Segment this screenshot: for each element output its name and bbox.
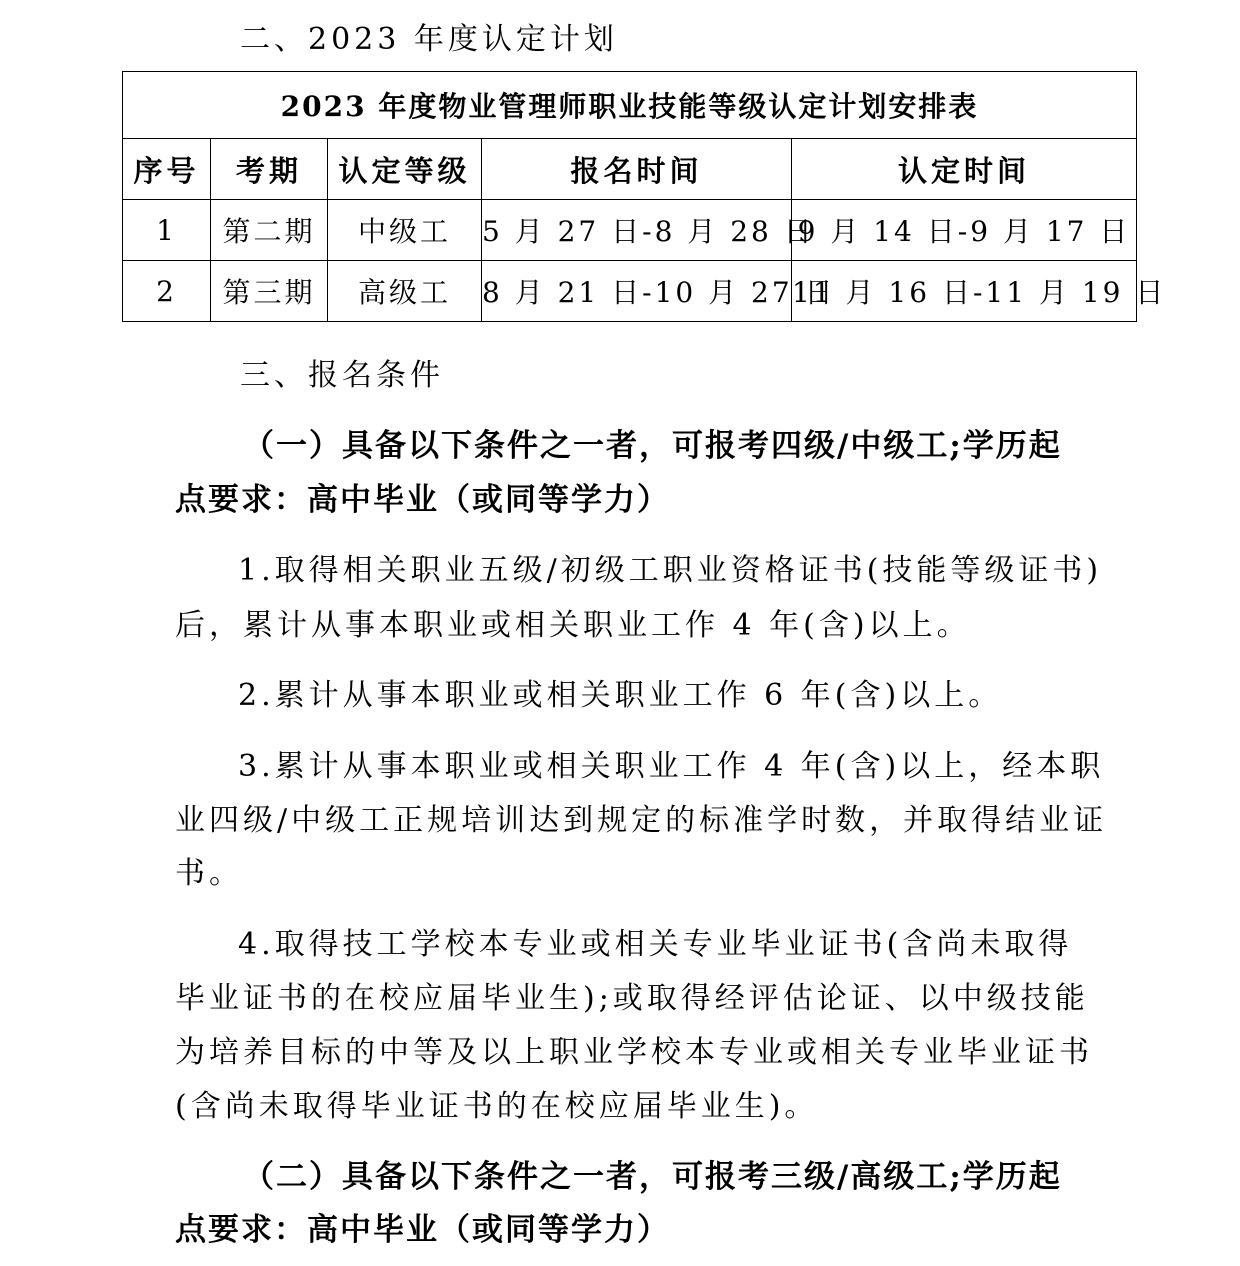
item-4-line-2: 毕业证书的在校应届毕业生);或取得经评估论证、以中级技能 [175, 981, 1089, 1016]
table-header-row [123, 139, 1137, 200]
item-3-line-2: 业四级/中级工正规培训达到规定的标准学时数，并取得结业证 [175, 803, 1108, 838]
cell-period: 第三期 [211, 261, 328, 322]
cell-signup-time: 5 月 27 日-8 月 28 日 [482, 200, 792, 261]
header-signup-time: 报名时间 [482, 139, 792, 200]
section-heading-conditions: 三、报名条件 [240, 358, 444, 393]
condition-one-line-2: 点要求：高中毕业（或同等学力） [175, 482, 670, 518]
cell-seq: 2 [123, 261, 211, 322]
item-4-line-3: 为培养目标的中等及以上职业学校本专业或相关专业毕业证书 [175, 1035, 1093, 1070]
header-exam-time: 认定时间 [792, 139, 1137, 200]
header-level: 认定等级 [328, 139, 482, 200]
item-1-line-1: 1.取得相关职业五级/初级工职业资格证书(技能等级证书) [238, 553, 1103, 588]
cell-seq: 1 [123, 200, 211, 261]
cell-period: 第二期 [211, 200, 328, 261]
table-row [123, 200, 1137, 261]
header-period: 考期 [211, 139, 328, 200]
cell-exam-time: 11 月 16 日-11 月 19 日 [792, 261, 1137, 322]
cell-level: 高级工 [328, 261, 482, 322]
item-2-line-1: 2.累计从事本职业或相关职业工作 6 年(含)以上。 [238, 678, 1003, 713]
item-3-line-1: 3.累计从事本职业或相关职业工作 4 年(含)以上，经本职 [238, 749, 1105, 784]
table-title-row [123, 72, 1137, 139]
condition-two-line-2: 点要求：高中毕业（或同等学力） [175, 1212, 670, 1248]
item-4-line-4: (含尚未取得毕业证书的在校应届毕业生)。 [175, 1089, 819, 1124]
table-title: 2023 年度物业管理师职业技能等级认定计划安排表 [123, 72, 1137, 139]
condition-one-line-1: （一）具备以下条件之一者，可报考四级/中级工;学历起 [243, 428, 1062, 464]
cell-exam-time: 9 月 14 日-9 月 17 日 [792, 200, 1137, 261]
section-heading-plan: 二、2023 年度认定计划 [240, 22, 618, 57]
item-4-line-1: 4.取得技工学校本专业或相关专业毕业证书(含尚未取得 [238, 927, 1073, 962]
table-row [123, 261, 1137, 322]
header-seq: 序号 [123, 139, 211, 200]
cell-signup-time: 8 月 21 日-10 月 27 日 [482, 261, 792, 322]
plan-schedule-table [122, 71, 1167, 322]
item-3-line-3: 书。 [175, 856, 243, 891]
item-1-line-2: 后，累计从事本职业或相关职业工作 4 年(含)以上。 [175, 608, 971, 643]
cell-level: 中级工 [328, 200, 482, 261]
condition-two-line-1: （二）具备以下条件之一者，可报考三级/高级工;学历起 [243, 1159, 1062, 1195]
